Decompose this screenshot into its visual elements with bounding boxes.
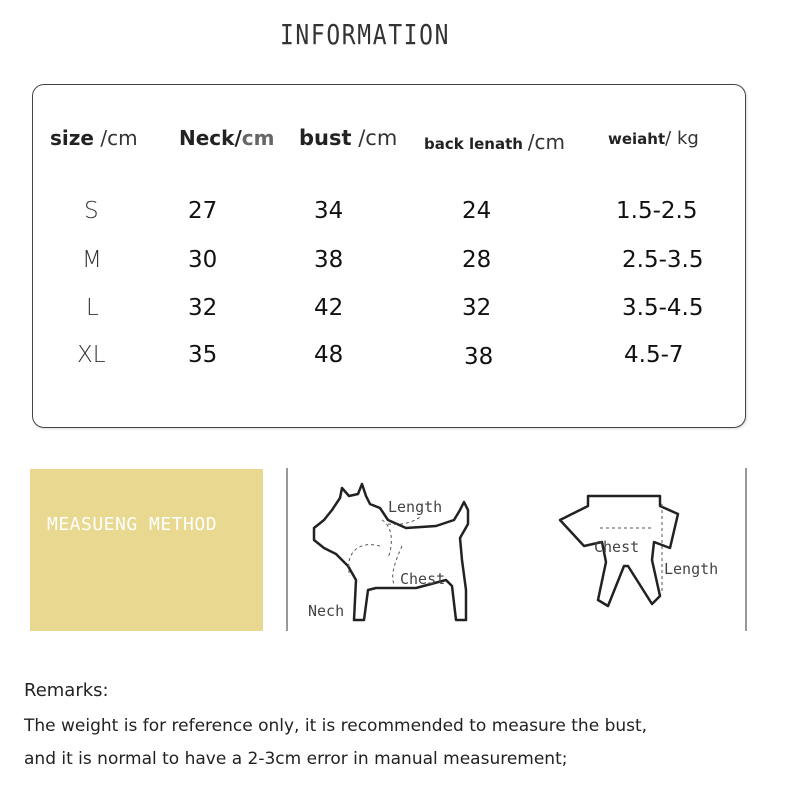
remarks-line-2: and it is normal to have a 2-3cm error in manual measurement;	[24, 749, 568, 769]
header-weight	[608, 128, 699, 149]
header-neck-unit: cm	[241, 126, 275, 150]
dog-length-label: Length	[388, 498, 443, 516]
row-s-size: S	[84, 198, 99, 224]
row-l-bust: 42	[314, 295, 344, 321]
header-weight-unit: / kg	[665, 128, 699, 149]
dog-neck-label: Nech	[308, 602, 345, 620]
divider-left	[286, 468, 288, 631]
garment-chest-label: Chest	[594, 538, 640, 556]
header-back-length	[424, 130, 565, 154]
header-back-unit: /cm	[527, 130, 565, 154]
garment-diagram	[552, 484, 732, 630]
header-size-name: size	[50, 126, 94, 150]
divider-right	[745, 468, 747, 631]
row-xl-size: XL	[77, 342, 106, 368]
row-xl-neck: 35	[188, 342, 218, 368]
garment-length-label: Length	[664, 560, 719, 578]
row-m-size: M	[82, 247, 102, 273]
row-s-neck: 27	[188, 198, 218, 224]
header-neck-name: Neck/	[179, 126, 242, 150]
header-weight-name: weiaht	[608, 130, 666, 148]
row-m-bust: 38	[314, 247, 344, 273]
method-label: MEASUENG METHOD	[47, 514, 218, 535]
header-bust	[299, 126, 397, 150]
header-size-unit: /cm	[100, 126, 138, 150]
row-l-weight: 3.5-4.5	[622, 295, 704, 321]
header-size	[50, 126, 138, 150]
row-l-back: 32	[462, 295, 492, 321]
neck-curve-icon	[349, 545, 380, 576]
remarks-title: Remarks:	[24, 680, 109, 701]
row-m-weight: 2.5-3.5	[622, 247, 704, 273]
row-xl-weight: 4.5-7	[624, 342, 684, 368]
method-panel	[30, 469, 263, 631]
row-s-weight: 1.5-2.5	[616, 198, 698, 224]
header-back-name: back lenath	[424, 135, 523, 153]
dog-diagram	[296, 480, 486, 630]
header-bust-name: bust	[299, 126, 352, 150]
row-m-back: 28	[462, 247, 492, 273]
row-m-neck: 30	[188, 247, 218, 273]
page-title: INFORMATION	[279, 18, 451, 51]
header-bust-unit: /cm	[358, 126, 398, 150]
row-l-neck: 32	[188, 295, 218, 321]
neck-measure-line-icon	[382, 520, 391, 558]
row-s-back: 24	[462, 198, 492, 224]
row-xl-back: 38	[464, 344, 494, 370]
row-xl-bust: 48	[314, 342, 344, 368]
header-neck	[179, 126, 274, 150]
row-l-size: L	[86, 295, 99, 321]
remarks-line-1: The weight is for reference only, it is recommended to measure the bust,	[24, 716, 648, 736]
dog-chest-label: Chest	[400, 570, 446, 588]
row-s-bust: 34	[314, 198, 344, 224]
